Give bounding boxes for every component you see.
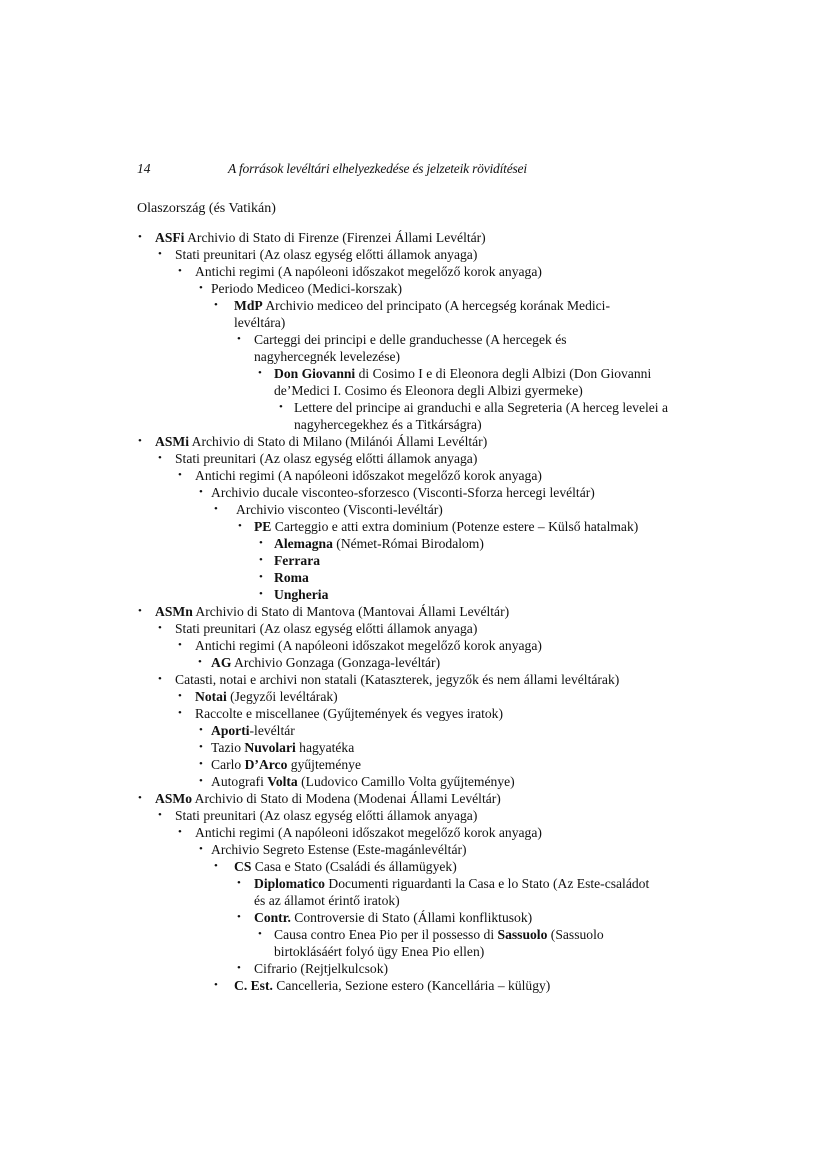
list-item <box>0 773 827 790</box>
list-item <box>0 909 827 926</box>
archive-code: Sassuolo <box>497 927 548 942</box>
list-item-description: Archivio di Stato di Milano (Milánói Állami Levéltár) <box>188 434 488 449</box>
list-item-text <box>175 671 695 688</box>
list-item-text <box>211 654 671 671</box>
list-item <box>0 654 827 671</box>
list-item-description: Antichi regimi (A napóleoni időszakot megelőző korok anyaga) <box>195 638 542 653</box>
list-item-description: Cancelleria, Sezione estero (Kancellária – külügy) <box>272 978 551 993</box>
bullet-icon: • <box>138 605 142 617</box>
list-item <box>0 739 827 756</box>
list-item <box>0 875 827 909</box>
list-item-text <box>155 790 675 807</box>
list-item-text <box>175 450 675 467</box>
list-item <box>0 365 827 399</box>
list-item-description: Carteggi dei principi e delle granduchesse (A hercegek és nagyhercegnék levelezése) <box>254 332 567 364</box>
list-item-description: Archivio ducale visconteo-sforzesco (Visconti-Sforza hercegi levéltár) <box>211 485 595 500</box>
bullet-icon: • <box>259 537 263 549</box>
list-item-description: hagyatéka <box>295 740 355 755</box>
list-item-text <box>234 297 644 331</box>
list-item-description: Cifrario (Rejtjelkulcsok) <box>254 961 389 976</box>
archive-code: MdP <box>234 298 263 313</box>
list-item-text <box>155 603 675 620</box>
list-item-description: Archivio di Stato di Modena (Modenai Állami Levéltár) <box>192 791 501 806</box>
bullet-icon: • <box>214 503 218 515</box>
list-item-text <box>155 229 675 246</box>
list-item-text <box>195 688 675 705</box>
list-item-text <box>211 841 671 858</box>
archive-code: Diplomatico <box>254 876 325 891</box>
bullet-icon: • <box>237 877 241 889</box>
archive-code: AG <box>211 655 232 670</box>
list-item <box>0 297 827 331</box>
archive-code: Nuvolari <box>244 740 296 755</box>
archive-code: Ungheria <box>274 587 329 602</box>
bullet-icon: • <box>237 911 241 923</box>
list-item <box>0 518 827 535</box>
list-item <box>0 569 827 586</box>
archive-code: Contr. <box>254 910 291 925</box>
list-item-text <box>254 909 654 926</box>
list-item <box>0 756 827 773</box>
bullet-icon: • <box>199 758 203 770</box>
list-item-description: Raccolte e miscellanee (Gyűjtemények és vegyes iratok) <box>195 706 503 721</box>
list-item <box>0 824 827 841</box>
list-item <box>0 433 827 450</box>
list-item <box>0 450 827 467</box>
bullet-icon: • <box>259 588 263 600</box>
archive-code: Alemagna <box>274 536 333 551</box>
list-item-description: di Cosimo I e di Eleonora degli Albizi (Don Giovanni de’Medici I. Cosimo és Eleonora degli Albizi gyermeke) <box>274 366 652 398</box>
bullet-icon: • <box>199 775 203 787</box>
list-item-prefix: Tazio <box>211 740 245 755</box>
list-item-description: -levéltár <box>249 723 295 738</box>
list-item-description: Archivio Gonzaga (Gonzaga-levéltár) <box>231 655 441 670</box>
list-item-text <box>274 535 674 552</box>
archive-code: ASFi <box>155 230 185 245</box>
bullet-icon: • <box>237 333 241 345</box>
bullet-icon: • <box>158 622 162 634</box>
list-item-text <box>254 331 624 365</box>
bullet-icon: • <box>158 809 162 821</box>
bullet-icon: • <box>178 826 182 838</box>
list-item-description: gyűjteménye <box>287 757 362 772</box>
list-item-description: Antichi regimi (A napóleoni időszakot megelőző korok anyaga) <box>195 468 542 483</box>
list-item-description: Stati preunitari (Az olasz egység előtti államok anyaga) <box>175 808 478 823</box>
list-item-text <box>211 722 671 739</box>
list-item <box>0 586 827 603</box>
list-item-text <box>234 977 674 994</box>
list-item-description: Archivio Segreto Estense (Este-magánlevéltár) <box>211 842 467 857</box>
list-item-text <box>211 280 671 297</box>
list-item-text <box>195 263 675 280</box>
list-item-description: (Német-Római Birodalom) <box>332 536 484 551</box>
list-item-text <box>211 739 671 756</box>
bullet-icon: • <box>199 843 203 855</box>
archive-code: Roma <box>274 570 309 585</box>
bullet-icon: • <box>158 452 162 464</box>
list-item-text <box>254 875 654 909</box>
archive-code: PE <box>254 519 272 534</box>
list-item-description: Archivio mediceo del principato (A hercegség korának Medici-levéltára) <box>234 298 610 330</box>
archive-code: CS <box>234 859 252 874</box>
list-item-text <box>195 467 675 484</box>
list-item <box>0 399 827 433</box>
list-item-text <box>274 552 674 569</box>
bullet-icon: • <box>199 724 203 736</box>
list-item <box>0 552 827 569</box>
bullet-icon: • <box>237 962 241 974</box>
archive-code: D’Arco <box>244 757 288 772</box>
archive-code: C. Est. <box>234 978 273 993</box>
list-item <box>0 246 827 263</box>
list-item-description: Carteggio e atti extra dominium (Potenze estere – Külső hatalmak) <box>271 519 639 534</box>
list-item-description: (Jegyzői levéltárak) <box>226 689 338 704</box>
archive-code: Aporti <box>211 723 250 738</box>
running-head: A források levéltári elhelyezkedése és jelzeteik rövidítései <box>228 161 527 176</box>
list-item <box>0 807 827 824</box>
bullet-icon: • <box>178 265 182 277</box>
list-item <box>0 603 827 620</box>
archive-code: Don Giovanni <box>274 366 356 381</box>
bullet-icon: • <box>258 367 262 379</box>
list-item-prefix: Causa contro Enea Pio per il possesso di <box>274 927 498 942</box>
list-item <box>0 960 827 977</box>
archive-outline-list <box>0 229 827 994</box>
bullet-icon: • <box>199 282 203 294</box>
list-item <box>0 467 827 484</box>
list-item <box>0 484 827 501</box>
bullet-icon: • <box>214 860 218 872</box>
list-item-text <box>211 756 671 773</box>
list-item <box>0 977 827 994</box>
list-item <box>0 790 827 807</box>
list-item-prefix: Carlo <box>211 757 245 772</box>
list-item-text <box>155 433 675 450</box>
list-item <box>0 501 827 518</box>
list-item <box>0 858 827 875</box>
list-item <box>0 705 827 722</box>
list-item-text <box>254 960 654 977</box>
bullet-icon: • <box>279 401 283 413</box>
list-item <box>0 926 827 960</box>
list-item <box>0 331 827 365</box>
bullet-icon: • <box>259 554 263 566</box>
page-number: 14 <box>137 161 151 176</box>
list-item <box>0 841 827 858</box>
list-item-description: Controversie di Stato (Állami konfliktusok) <box>290 910 533 925</box>
list-item-description: Archivio di Stato di Mantova (Mantovai Állami Levéltár) <box>192 604 510 619</box>
list-item-text <box>195 824 675 841</box>
list-item-text <box>254 518 694 535</box>
bullet-icon: • <box>138 792 142 804</box>
bullet-icon: • <box>238 520 242 532</box>
list-item-text <box>211 773 671 790</box>
bullet-icon: • <box>259 571 263 583</box>
list-item <box>0 637 827 654</box>
list-item-description: Archivio di Stato di Firenze (Firenzei Állami Levéltár) <box>184 230 486 245</box>
list-item-text <box>274 365 684 399</box>
list-item-text <box>294 399 674 433</box>
list-item <box>0 229 827 246</box>
list-item-text <box>274 586 674 603</box>
list-item-description: Stati preunitari (Az olasz egység előtti államok anyaga) <box>175 247 478 262</box>
bullet-icon: • <box>214 299 218 311</box>
list-item-text <box>195 705 675 722</box>
archive-code: Volta <box>267 774 298 789</box>
bullet-icon: • <box>199 486 203 498</box>
list-item <box>0 263 827 280</box>
bullet-icon: • <box>138 231 142 243</box>
bullet-icon: • <box>199 741 203 753</box>
bullet-icon: • <box>158 248 162 260</box>
list-item <box>0 535 827 552</box>
bullet-icon: • <box>258 928 262 940</box>
archive-code: ASMi <box>155 434 189 449</box>
list-item-description: Antichi regimi (A napóleoni időszakot megelőző korok anyaga) <box>195 825 542 840</box>
archive-code: ASMn <box>155 604 193 619</box>
bullet-icon: • <box>214 979 218 991</box>
archive-code: Ferrara <box>274 553 321 568</box>
list-item-description: (Sassuolo birtoklásáért folyó ügy Enea Pio ellen) <box>274 927 604 959</box>
section-title: Olaszország (és Vatikán) <box>137 201 276 216</box>
list-item-text <box>236 501 676 518</box>
list-item-prefix: Autografi <box>211 774 268 789</box>
archive-code: Notai <box>195 689 227 704</box>
list-item-text <box>234 858 674 875</box>
bullet-icon: • <box>178 690 182 702</box>
list-item <box>0 688 827 705</box>
list-item-description: Catasti, notai e archivi non statali (Kataszterek, jegyzők és nem állami levéltárak) <box>175 672 620 687</box>
list-item <box>0 671 827 688</box>
archive-code: ASMo <box>155 791 193 806</box>
list-item-text <box>175 246 675 263</box>
bullet-icon: • <box>178 469 182 481</box>
list-item-description: (Ludovico Camillo Volta gyűjteménye) <box>297 774 515 789</box>
list-item-description: Documenti riguardanti la Casa e lo Stato (Az Este-családot és az államot érintő iratok) <box>254 876 650 908</box>
list-item <box>0 280 827 297</box>
list-item-text <box>211 484 671 501</box>
list-item-description: Periodo Mediceo (Medici-korszak) <box>211 281 403 296</box>
list-item-text <box>175 620 675 637</box>
list-item-text <box>274 926 654 960</box>
list-item <box>0 722 827 739</box>
bullet-icon: • <box>138 435 142 447</box>
bullet-icon: • <box>178 639 182 651</box>
list-item-description: Stati preunitari (Az olasz egység előtti államok anyaga) <box>175 621 478 636</box>
list-item <box>0 620 827 637</box>
bullet-icon: • <box>198 656 202 668</box>
list-item-description: Stati preunitari (Az olasz egység előtti államok anyaga) <box>175 451 478 466</box>
list-item-text <box>274 569 674 586</box>
list-item-text <box>195 637 675 654</box>
list-item-description: Archivio visconteo (Visconti-levéltár) <box>236 502 443 517</box>
list-item-description: Antichi regimi (A napóleoni időszakot megelőző korok anyaga) <box>195 264 542 279</box>
list-item-text <box>175 807 675 824</box>
list-item-description: Lettere del principe ai granduchi e alla Segreteria (A herceg levelei a nagyhercegekhez és a Titkárságra) <box>294 400 669 432</box>
bullet-icon: • <box>158 673 162 685</box>
bullet-icon: • <box>178 707 182 719</box>
list-item-description: Casa e Stato (Családi és államügyek) <box>251 859 457 874</box>
